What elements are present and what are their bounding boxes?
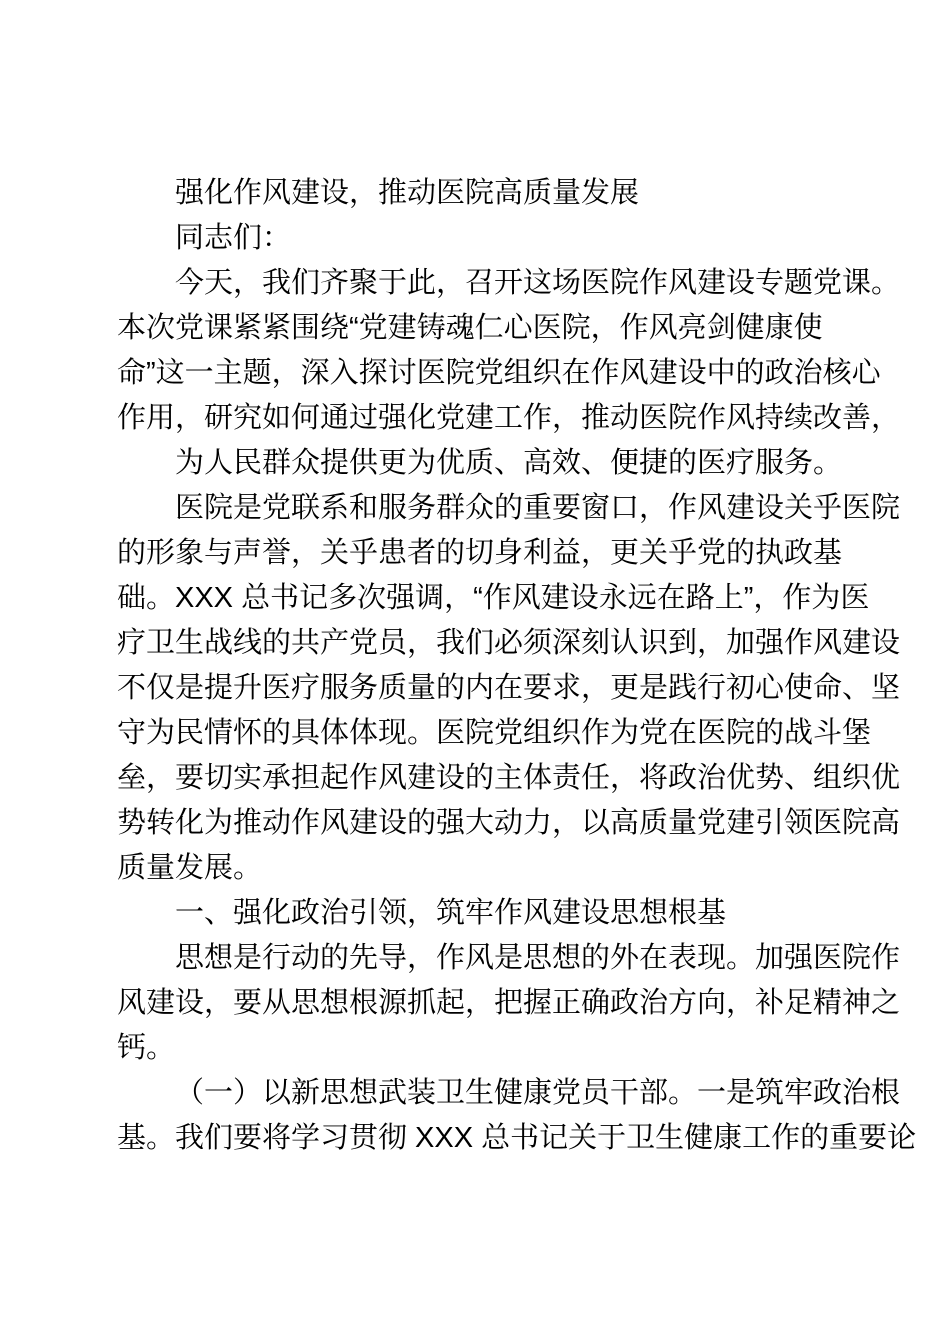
paragraph-thought-line-2: 风建设，要从思想根源抓起，把握正确政治方向，补足精神之 (117, 987, 901, 1019)
paragraph-importance-line-9: 质量发展。 (117, 852, 263, 884)
paragraph-importance-line-4: 疗卫生战线的共产党员，我们必须深刻认识到，加强作风建设 (117, 627, 901, 659)
document-body (117, 171, 917, 1161)
doc-title-line-1: 强化作风建设，推动医院高质量发展 (175, 177, 640, 209)
doc-title (117, 171, 840, 216)
heading-section-1-line-1: 一、强化政治引领，筑牢作风建设思想根基 (175, 897, 727, 929)
paragraph-importance-line-1: 医院是党联系和服务群众的重要窗口，作风建设关乎医院 (175, 492, 901, 524)
heading-section-1 (117, 891, 840, 936)
paragraph-intro-line-3: 命”这一主题，深入探讨医院党组织在作风建设中的政治核心 (117, 357, 881, 389)
paragraph-importance-line-5: 不仅是提升医疗服务质量的内在要求，更是践行初心使命、坚 (117, 672, 901, 704)
paragraph-intro-line-4: 作用，研究如何通过强化党建工作，推动医院作风持续改善， (117, 402, 901, 434)
paragraph-subsection-1-line-2: 基。我们要将学习贯彻 XXX 总书记关于卫生健康工作的重要论 (117, 1122, 917, 1154)
paragraph-importance (117, 486, 901, 891)
paragraph-importance-line-7: 垒，要切实承担起作风建设的主体责任，将政治优势、组织优 (117, 762, 901, 794)
paragraph-thought (117, 936, 901, 1071)
paragraph-intro-line-1: 今天，我们齐聚于此，召开这场医院作风建设专题党课。 (175, 267, 901, 299)
paragraph-service-line-1: 为人民群众提供更为优质、高效、便捷的医疗服务。 (175, 447, 843, 479)
paragraph-importance-line-8: 势转化为推动作风建设的强大动力，以高质量党建引领医院高 (117, 807, 901, 839)
paragraph-importance-line-3: 础。XXX 总书记多次强调，“作风建设永远在路上”，作为医 (117, 582, 870, 614)
paragraph-service (117, 441, 843, 486)
salutation (117, 216, 840, 261)
salutation-line-1: 同志们： (175, 222, 292, 254)
paragraph-intro (117, 261, 901, 441)
paragraph-thought-line-3: 钙。 (117, 1032, 176, 1064)
paragraph-importance-line-2: 的形象与声誉，关乎患者的切身利益，更关乎党的执政基 (117, 537, 843, 569)
paragraph-subsection-1 (117, 1071, 917, 1161)
paragraph-importance-line-6: 守为民情怀的具体体现。医院党组织作为党在医院的战斗堡 (117, 717, 872, 749)
paragraph-intro-line-2: 本次党课紧紧围绕“党建铸魂仁心医院，作风亮剑健康使 (117, 312, 823, 344)
paragraph-thought-line-1: 思想是行动的先导，作风是思想的外在表现。加强医院作 (175, 942, 901, 974)
paragraph-subsection-1-line-1: （一）以新思想武装卫生健康党员干部。一是筑牢政治根 (175, 1077, 901, 1109)
